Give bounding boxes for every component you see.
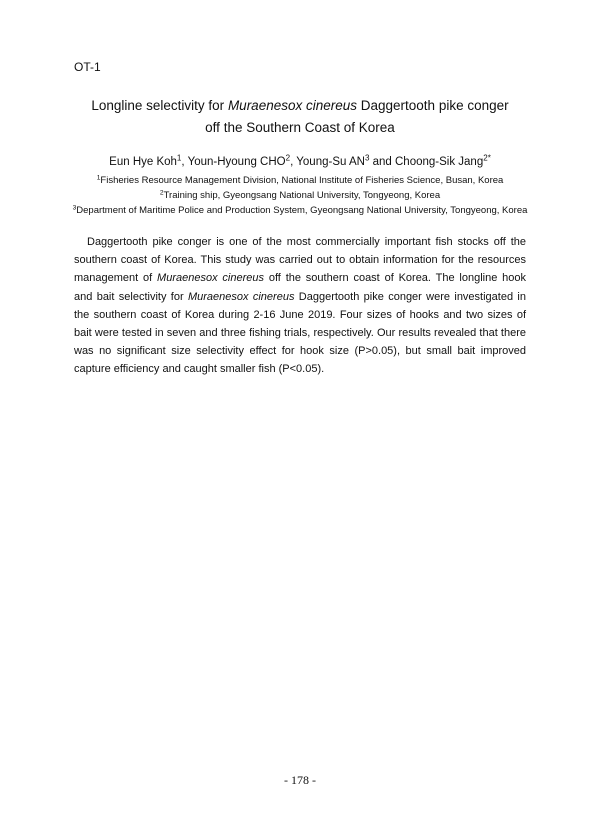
abstract-text: Daggertooth pike conger is one of the most commercially important fish stocks off the southern coast of Korea. This study was carried out to obtain information for the resources management of	[74, 236, 526, 285]
affiliation-text: Department of Maritime Police and Production System, Gyeongsang National University, Tongyeong, Korea	[76, 205, 528, 216]
author-name: Choong-Sik Jang	[395, 156, 484, 168]
affiliation-2	[30, 190, 570, 202]
author-list	[40, 155, 560, 169]
abstract-text: Daggertooth pike conger were investigated in the southern coast of Korea during 2-16 June 2019. Four sizes of hooks and two sizes of bait were tested in seven and three fishing trials, respectively. Our results revealed that there was no significant size selectivity effect for hook size (P>0.05), but small bait improved capture efficiency and caught smaller fish (P<0.05).	[74, 290, 526, 376]
affiliation-mark: 3	[72, 204, 77, 212]
author-separator: ,	[290, 156, 297, 168]
paper-title	[60, 95, 540, 139]
affiliation-mark: 1	[96, 174, 101, 182]
author-name: Young-Su AN	[296, 156, 365, 168]
title-species: Muraenesox cinereus	[227, 98, 358, 113]
title-suffix: Daggertooth pike conger	[357, 98, 509, 113]
affiliation-3	[30, 205, 570, 217]
abstract-text: off the southern coast of Korea. The longline hook and bait selectivity for	[74, 272, 526, 303]
abstract-paragraph	[74, 233, 526, 379]
page-number: - 178 -	[284, 773, 316, 787]
title-line-1	[60, 95, 540, 117]
abstract-species: Muraenesox cinereus	[187, 290, 295, 303]
author-affiliation-mark: 2	[285, 153, 291, 163]
abstract-species: Muraenesox cinereus	[157, 272, 264, 285]
session-code: OT-1	[74, 60, 101, 74]
author-separator: ,	[181, 156, 188, 168]
affiliation-mark: 2	[159, 189, 164, 197]
affiliation-text: Training ship, Gyeongsang National University, Tongyeong, Korea	[163, 190, 441, 201]
author-name: Youn-Hyoung CHO	[187, 156, 286, 168]
author-affiliation-mark: 1	[176, 153, 182, 163]
author-name: Eun Hye Koh	[109, 156, 177, 168]
affiliation-text: Fisheries Resource Management Division, National Institute of Fisheries Science, Busan, Korea	[100, 175, 504, 186]
author-separator: and	[369, 156, 395, 168]
author-affiliation-mark: 3	[364, 153, 370, 163]
author-affiliation-mark: 2*	[483, 153, 491, 163]
affiliation-1	[30, 175, 570, 187]
title-line-2: off the Southern Coast of Korea	[205, 120, 395, 135]
title-prefix: Longline selectivity for	[91, 98, 228, 113]
